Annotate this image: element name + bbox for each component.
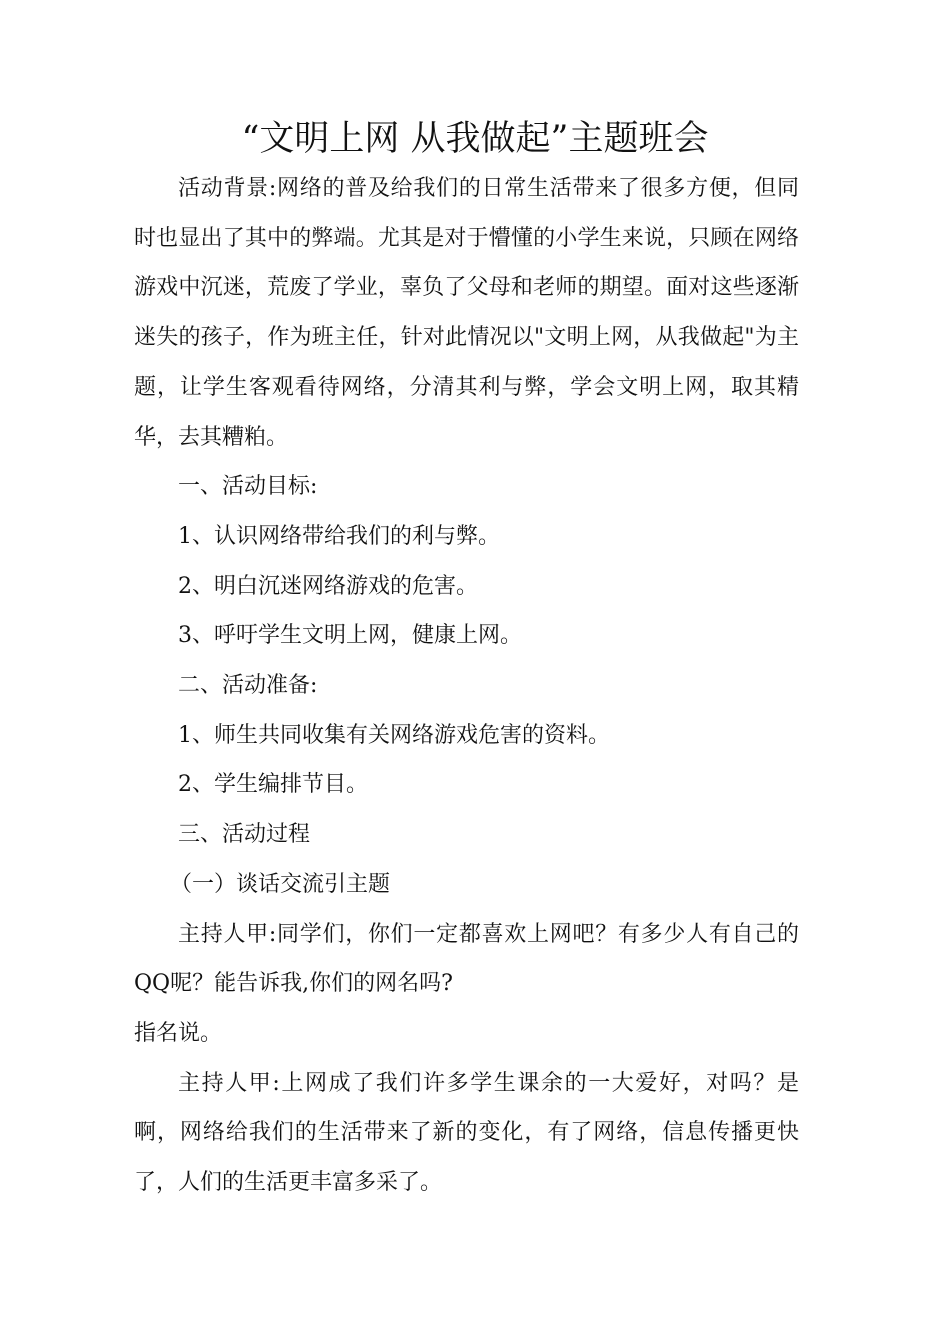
document-title: “文明上网 从我做起”主题班会 — [241, 119, 709, 159]
instruction-paragraph: 指名说。 — [134, 1020, 223, 1046]
goal-item-2: 2、明白沉迷网络游戏的危害。 — [178, 573, 478, 599]
preparation-item-2: 2、学生编排节目。 — [178, 772, 368, 798]
document-body — [134, 164, 799, 1208]
goal-item-3: 3、呼吁学生文明上网，健康上网。 — [178, 623, 522, 649]
section-heading-goals: 一、活动目标: — [178, 474, 318, 500]
section-heading-preparation: 二、活动准备: — [178, 673, 318, 699]
background-paragraph: 活动背景:网络的普及给我们的日常生活带来了很多方便，但同时也显出了其中的弊端。尤其是对于懵懂的小学生来说，只顾在网络游戏中沉迷，荒废了学业，辜负了父母和老师的期望。面对这些逐渐迷失的孩子，作为班主任，针对此情况以"文明上网，从我做起"为主题，让学生客观看待网络，分清其利与弊，学会文明上网，取其精华，去其糟粕。 — [134, 176, 799, 450]
goal-item-1: 1、认识网络带给我们的利与弊。 — [178, 523, 500, 549]
host-a-paragraph-2: 主持人甲:上网成了我们许多学生课余的一大爱好，对吗？是啊，网络给我们的生活带来了新的变化，有了网络，信息传播更快了，人们的生活更丰富多采了。 — [134, 1070, 799, 1196]
host-a-paragraph-1: 主持人甲:同学们，你们一定都喜欢上网吧？有多少人有自己的QQ呢？能告诉我,你们的网名吗? — [134, 921, 799, 997]
subsection-heading-1: （一）谈话交流引主题 — [170, 871, 391, 897]
preparation-item-1: 1、师生共同收集有关网络游戏危害的资料。 — [178, 722, 610, 748]
section-heading-process: 三、活动过程 — [178, 822, 311, 848]
